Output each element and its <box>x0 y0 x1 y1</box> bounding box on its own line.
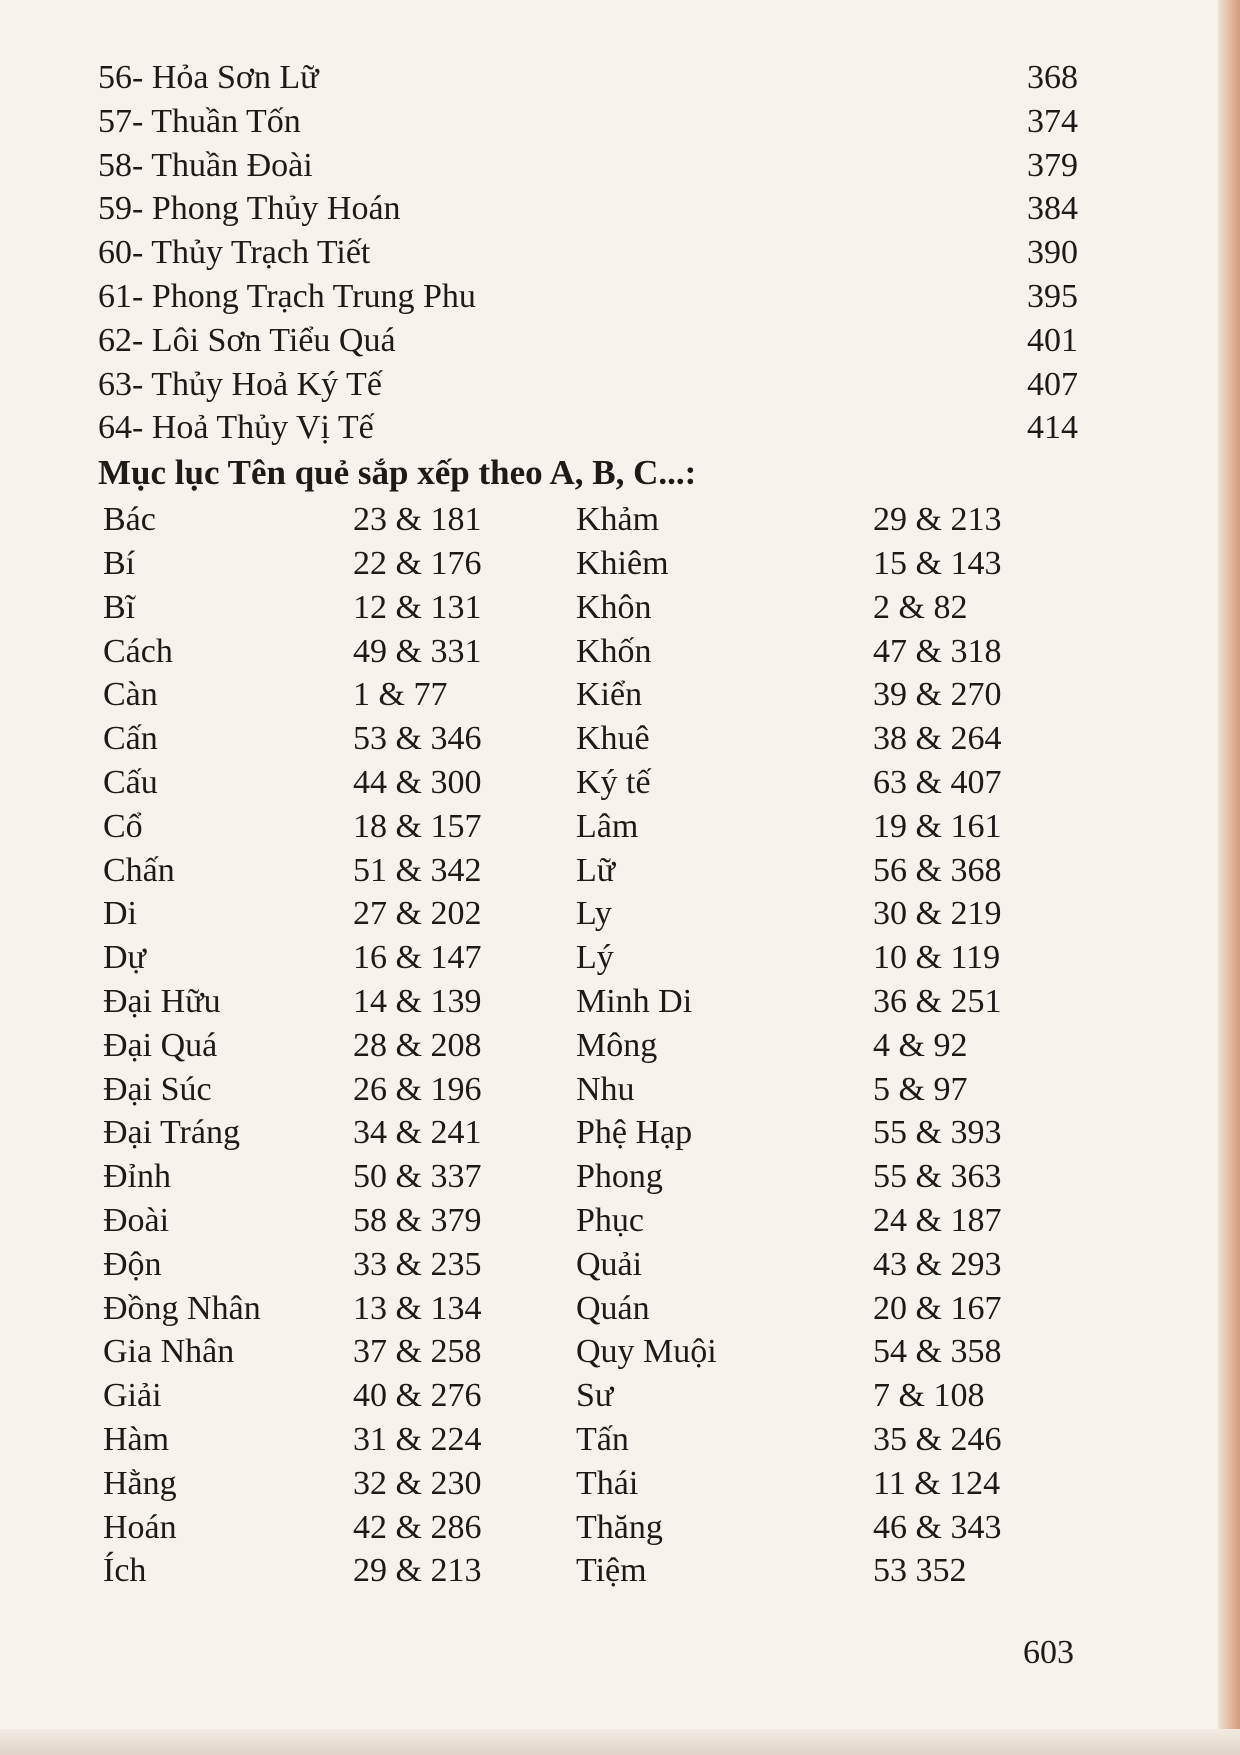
toc-entry-title: 61- Phong Trạch Trung Phu <box>98 277 476 315</box>
index-ref: 37 & 258 <box>353 1333 482 1371</box>
toc-entry <box>98 100 1078 144</box>
index-row <box>98 980 1078 1024</box>
page-edge-bottom <box>0 1729 1240 1755</box>
index-name: Khôn <box>576 588 652 626</box>
index-name: Đỉnh <box>103 1158 171 1196</box>
index-row <box>98 805 1078 849</box>
index-ref: 14 & 139 <box>353 982 482 1020</box>
index-name: Đồng Nhân <box>103 1289 261 1327</box>
index-name: Chấn <box>103 851 175 889</box>
index-name: Nhu <box>576 1070 635 1108</box>
toc-entry <box>98 144 1078 188</box>
index-name: Phong <box>576 1158 663 1196</box>
index-name: Quy Muội <box>576 1333 717 1371</box>
index-ref: 4 & 92 <box>873 1026 968 1064</box>
index-name: Bí <box>103 544 136 582</box>
index-name: Đại Súc <box>103 1070 212 1108</box>
index-ref: 2 & 82 <box>873 588 968 626</box>
index-row <box>98 892 1078 936</box>
index-ref: 18 & 157 <box>353 807 482 845</box>
index-name: Thái <box>576 1464 639 1502</box>
table-of-contents <box>98 56 1078 450</box>
index-ref: 49 & 331 <box>353 632 482 670</box>
toc-entry-title: 58- Thuần Đoài <box>98 146 313 184</box>
index-name: Đoài <box>103 1201 170 1239</box>
toc-entry-page: 414 <box>1027 409 1078 447</box>
book-page <box>98 56 1078 1593</box>
index-row <box>98 1374 1078 1418</box>
index-name: Khốn <box>576 632 652 670</box>
index-row <box>98 630 1078 674</box>
index-row <box>98 1330 1078 1374</box>
index-ref: 35 & 246 <box>873 1420 1002 1458</box>
index-name: Phệ Hạp <box>576 1114 693 1152</box>
toc-entry <box>98 231 1078 275</box>
index-ref: 38 & 264 <box>873 720 1002 758</box>
index-row <box>98 1155 1078 1199</box>
index-ref: 55 & 363 <box>873 1158 1002 1196</box>
toc-entry-title: 64- Hoả Thủy Vị Tế <box>98 409 374 447</box>
index-ref: 53 & 346 <box>353 720 482 758</box>
toc-entry-title: 63- Thủy Hoả Ký Tế <box>98 365 382 403</box>
index-row <box>98 586 1078 630</box>
index-ref: 56 & 368 <box>873 851 1002 889</box>
index-ref: 31 & 224 <box>353 1420 482 1458</box>
toc-entry <box>98 363 1078 407</box>
index-name: Cấn <box>103 720 158 758</box>
index-row <box>98 761 1078 805</box>
toc-entry <box>98 187 1078 231</box>
toc-entry-page: 407 <box>1027 365 1078 403</box>
toc-entry <box>98 275 1078 319</box>
index-name: Sư <box>576 1377 614 1415</box>
index-ref: 33 & 235 <box>353 1245 482 1283</box>
toc-entry-page: 374 <box>1027 102 1078 140</box>
index-ref: 36 & 251 <box>873 982 1002 1020</box>
index-name: Gia Nhân <box>103 1333 235 1371</box>
index-row <box>98 1243 1078 1287</box>
index-name: Ký tế <box>576 763 651 801</box>
index-ref: 39 & 270 <box>873 676 1002 714</box>
index-ref: 10 & 119 <box>873 939 1001 977</box>
index-ref: 16 & 147 <box>353 939 482 977</box>
index-ref: 28 & 208 <box>353 1026 482 1064</box>
index-ref: 27 & 202 <box>353 895 482 933</box>
index-row <box>98 1549 1078 1593</box>
index-name: Càn <box>103 676 158 714</box>
index-ref: 12 & 131 <box>353 588 482 626</box>
index-name: Kiển <box>576 676 643 714</box>
index-name: Thăng <box>576 1508 663 1546</box>
index-name: Khuê <box>576 720 650 758</box>
index-name: Cấu <box>103 763 158 801</box>
index-name: Đại Quá <box>103 1026 218 1064</box>
index-row <box>98 1418 1078 1462</box>
index-ref: 5 & 97 <box>873 1070 968 1108</box>
index-ref: 30 & 219 <box>873 895 1002 933</box>
index-name: Phục <box>576 1201 644 1239</box>
index-name: Bĩ <box>103 588 136 626</box>
index-ref: 19 & 161 <box>873 807 1002 845</box>
index-row <box>98 1199 1078 1243</box>
index-ref: 11 & 124 <box>873 1464 1001 1502</box>
page-edge-right <box>1218 0 1240 1755</box>
index-name: Hoán <box>103 1508 177 1546</box>
index-ref: 55 & 393 <box>873 1114 1002 1152</box>
index-ref: 34 & 241 <box>353 1114 482 1152</box>
index-row <box>98 936 1078 980</box>
index-name: Ích <box>103 1552 147 1590</box>
toc-entry-title: 57- Thuần Tốn <box>98 102 301 140</box>
index-row <box>98 673 1078 717</box>
index-row <box>98 542 1078 586</box>
index-ref: 43 & 293 <box>873 1245 1002 1283</box>
toc-entry-page: 390 <box>1027 234 1078 272</box>
toc-entry <box>98 319 1078 363</box>
index-ref: 42 & 286 <box>353 1508 482 1546</box>
toc-entry-page: 401 <box>1027 321 1078 359</box>
index-name: Dự <box>103 939 146 977</box>
index-row <box>98 1462 1078 1506</box>
index-ref: 46 & 343 <box>873 1508 1002 1546</box>
toc-entry-page: 384 <box>1027 190 1078 228</box>
index-ref: 54 & 358 <box>873 1333 1002 1371</box>
toc-entry-title: 56- Hỏa Sơn Lữ <box>98 59 319 96</box>
toc-entry-title: 60- Thủy Trạch Tiết <box>98 234 371 272</box>
index-name: Quán <box>576 1289 650 1327</box>
index-name: Cổ <box>103 807 143 845</box>
toc-entry-page: 368 <box>1027 59 1078 96</box>
index-name: Lý <box>576 939 614 977</box>
toc-entry-page: 379 <box>1027 146 1078 184</box>
index-name: Hàm <box>103 1420 170 1458</box>
index-name: Di <box>103 895 137 933</box>
index-row <box>98 849 1078 893</box>
toc-entry <box>98 406 1078 450</box>
index-name: Tấn <box>576 1420 629 1458</box>
index-name: Cách <box>103 632 173 670</box>
index-name: Hằng <box>103 1464 177 1502</box>
index-ref: 40 & 276 <box>353 1377 482 1415</box>
index-name: Khảm <box>576 501 660 539</box>
index-row <box>98 1068 1078 1112</box>
index-ref: 20 & 167 <box>873 1289 1002 1327</box>
index-name: Đại Tráng <box>103 1114 240 1152</box>
index-ref: 44 & 300 <box>353 763 482 801</box>
page-number: 603 <box>1023 1634 1074 1671</box>
index-ref: 47 & 318 <box>873 632 1002 670</box>
index-ref: 29 & 213 <box>353 1552 482 1590</box>
index-ref: 58 & 379 <box>353 1201 482 1239</box>
index-ref: 29 & 213 <box>873 501 1002 539</box>
index-row <box>98 1024 1078 1068</box>
index-ref: 24 & 187 <box>873 1201 1002 1239</box>
index-row <box>98 1506 1078 1550</box>
alphabetical-index <box>98 498 1078 1593</box>
index-ref: 22 & 176 <box>353 544 482 582</box>
index-name: Giải <box>103 1377 162 1415</box>
index-ref: 7 & 108 <box>873 1377 985 1415</box>
index-name: Mông <box>576 1026 658 1064</box>
index-name: Quải <box>576 1245 643 1283</box>
index-name: Lữ <box>576 851 616 889</box>
index-ref: 50 & 337 <box>353 1158 482 1196</box>
index-ref: 51 & 342 <box>353 851 482 889</box>
index-name: Ly <box>576 895 612 933</box>
index-name: Minh Di <box>576 982 693 1020</box>
toc-entry-page: 395 <box>1027 277 1078 315</box>
index-row <box>98 498 1078 542</box>
index-name: Đại Hữu <box>103 982 221 1020</box>
index-ref: 13 & 134 <box>353 1289 482 1327</box>
index-name: Khiêm <box>576 544 669 582</box>
index-name: Lâm <box>576 807 639 845</box>
index-ref: 26 & 196 <box>353 1070 482 1108</box>
index-ref: 63 & 407 <box>873 763 1002 801</box>
index-row <box>98 1111 1078 1155</box>
index-ref: 53 352 <box>873 1552 967 1590</box>
toc-entry <box>98 56 1078 100</box>
toc-entry-title: 59- Phong Thủy Hoán <box>98 190 401 228</box>
index-ref: 1 & 77 <box>353 676 448 714</box>
index-name: Bác <box>103 501 156 539</box>
index-heading: Mục lục Tên quẻ sắp xếp theo A, B, C...: <box>98 453 697 493</box>
index-name: Độn <box>103 1245 162 1283</box>
index-ref: 32 & 230 <box>353 1464 482 1502</box>
toc-entry-title: 62- Lôi Sơn Tiểu Quá <box>98 321 396 359</box>
index-row <box>98 1287 1078 1331</box>
index-ref: 23 & 181 <box>353 501 482 539</box>
index-row <box>98 717 1078 761</box>
index-name: Tiệm <box>576 1552 647 1590</box>
index-ref: 15 & 143 <box>873 544 1002 582</box>
